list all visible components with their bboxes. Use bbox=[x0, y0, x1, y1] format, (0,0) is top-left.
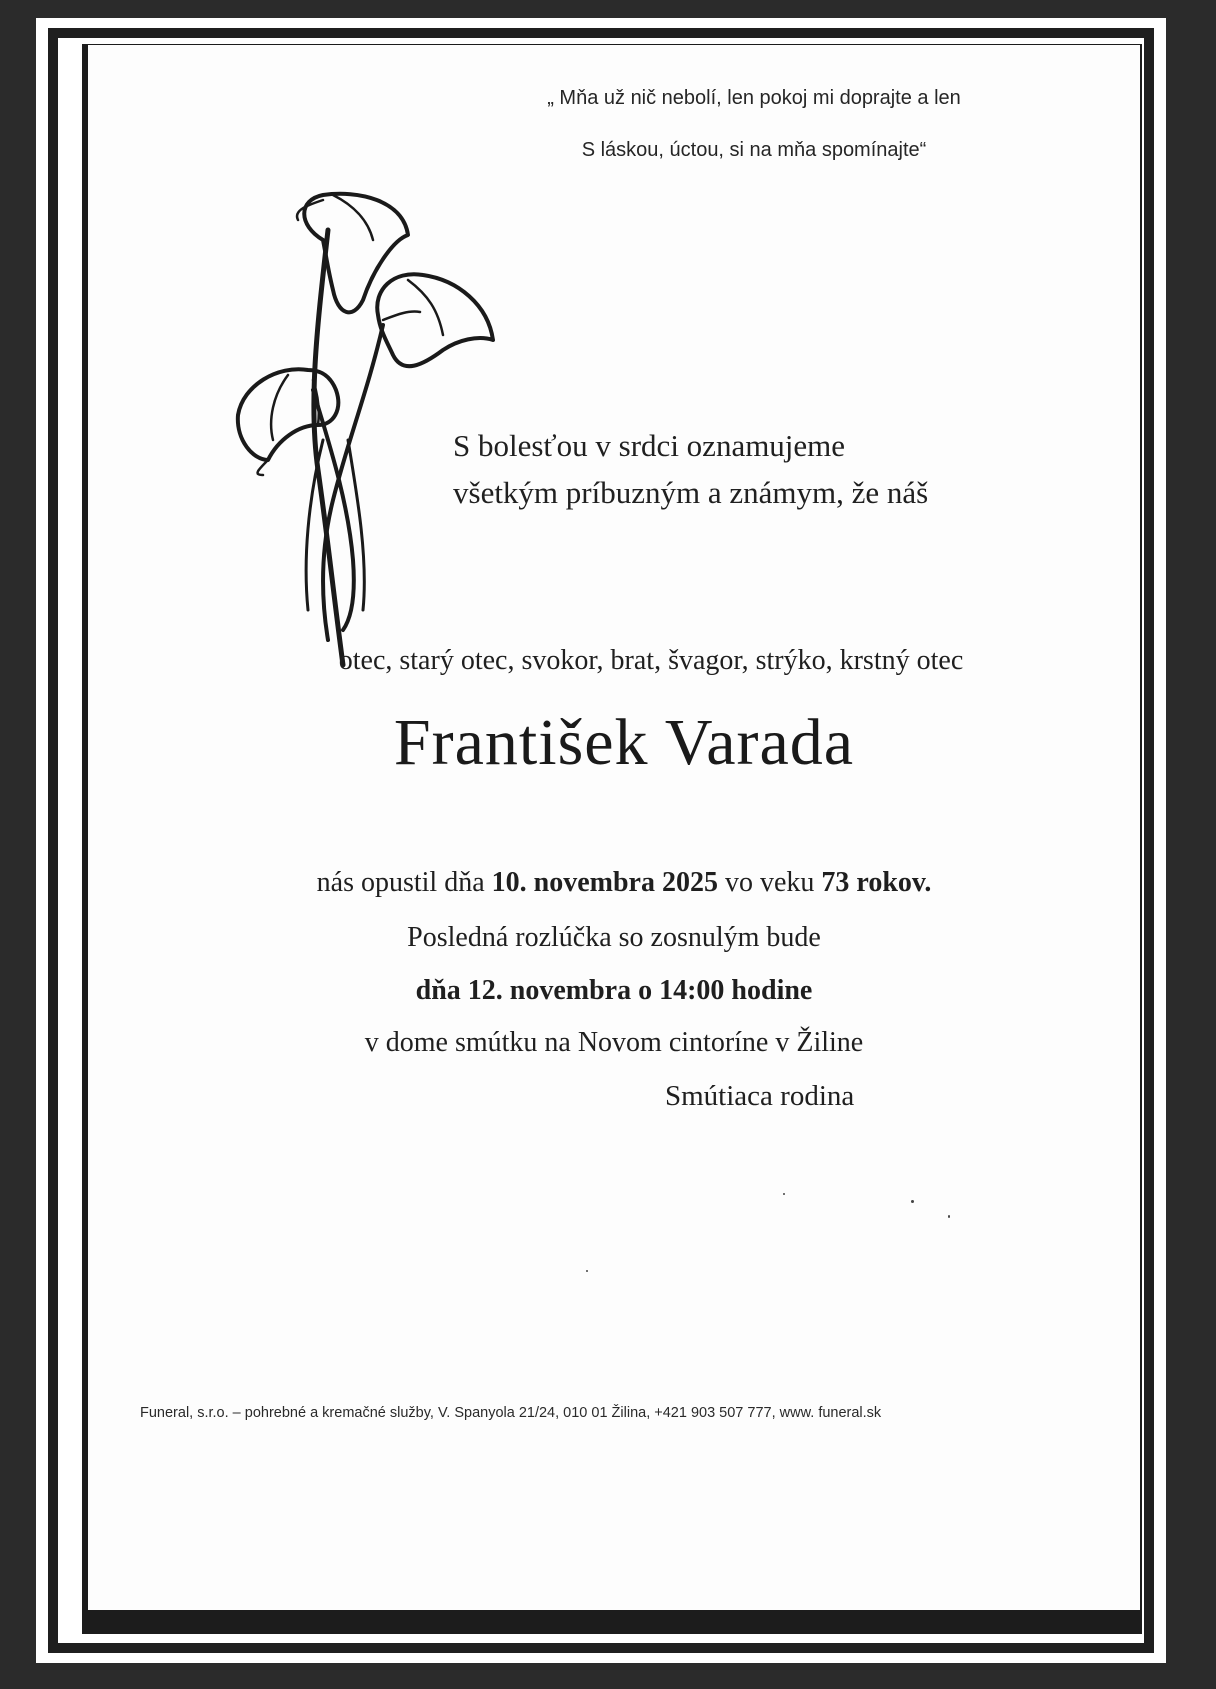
paper-speck bbox=[911, 1200, 914, 1203]
death-middle: vo veku bbox=[717, 867, 822, 898]
paper-speck bbox=[948, 1215, 950, 1218]
intro-line-1: S bolesťou v srdci oznamujeme bbox=[453, 428, 846, 463]
deceased-name: František Varada bbox=[393, 706, 855, 779]
intro-line-2: všetkým príbuzným a známym, že náš bbox=[453, 475, 929, 510]
signature: Smútiaca rodina bbox=[665, 1080, 855, 1112]
paper-speck bbox=[783, 1193, 785, 1195]
quote-line-1: „ Mňa už nič nebolí, len pokoj mi doprajte a len bbox=[547, 87, 961, 109]
calla-lily-icon bbox=[158, 140, 518, 670]
farewell-place: v dome smútku na Novom cintoríne v Žiline bbox=[364, 1027, 864, 1058]
death-date: 10. novembra 2025 bbox=[491, 867, 718, 898]
quote-line-2: S láskou, úctou, si na mňa spomínajte“ bbox=[581, 139, 927, 161]
family-roles: otec, starý otec, svokor, brat, švagor, strýko, krstný otec bbox=[338, 645, 964, 676]
death-prefix: nás opustil dňa bbox=[316, 867, 492, 898]
death-notice bbox=[98, 867, 1150, 899]
death-age: 73 rokov. bbox=[821, 867, 932, 898]
footer-company-info: Funeral, s.r.o. – pohrebné a kremačné služby, V. Spanyola 21/24, 010 01 Žilina, +421 903 507 777, www. funeral.sk bbox=[140, 1405, 882, 1421]
paper-speck bbox=[586, 1270, 588, 1272]
farewell-date: dňa 12. novembra o 14:00 hodine bbox=[415, 975, 813, 1006]
obituary-card bbox=[88, 45, 1140, 1610]
farewell-intro: Posledná rozlúčka so zosnulým bude bbox=[407, 922, 821, 953]
